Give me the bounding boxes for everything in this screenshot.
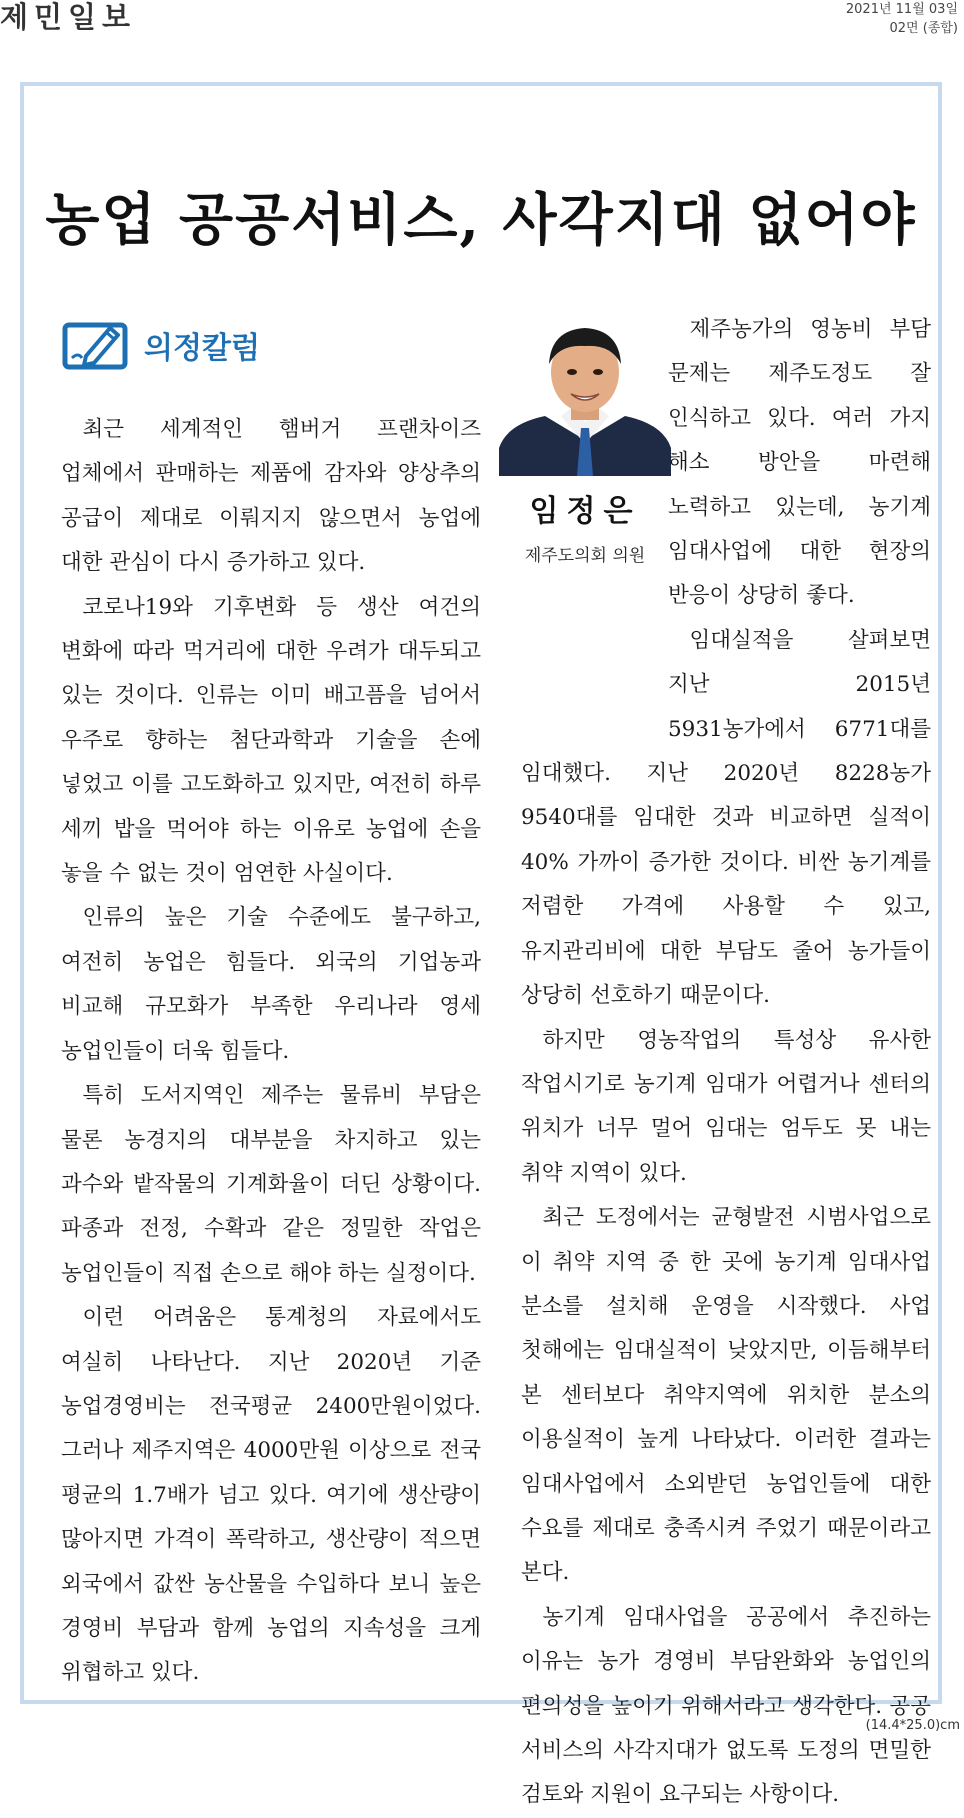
article-right-column: [521, 308, 931, 1818]
publication-meta: [846, 0, 958, 38]
paragraph: 제주농가의 영농비 부담 문제는 제주도정도 잘 인식하고 있다. 여러 가지 해소 방안을 마련해 노력하고 있는데, 농기계 임대사업에 대한 현장의 반응이 상당히 좋다.: [668, 317, 931, 609]
paragraph: 코로나19와 기후변화 등 생산 여건의 변화에 따라 먹거리에 대한 우려가 대두되고 있는 것이다. 인류는 이미 배고픔을 넘어서 우주로 향하는 첨단과학과 기술을 손에 넣었고 이를 고도화하고 있지만, 여전히 하루 세끼 밥을 먹어야 하는 이유로 농업에 손을 놓을 수 없는 것이 엄연한 사실이다.: [61, 594, 481, 887]
paragraph: 최근 세계적인 햄버거 프랜차이즈 업체에서 판매하는 제품에 감자와 양상추의 공급이 제대로 이뤄지지 않으면서 농업에 대한 관심이 다시 증가하고 있다.: [61, 417, 481, 576]
newspaper-masthead: 제민일보: [0, 0, 137, 34]
paragraph: 임대실적을 살펴보면 지난 2015년 5931농가에서 6771대를 임대했다. 지난 2020년 8228농가 9540대를 임대한 것과 비교하면 실적이 40% 가까이 증가한 것이다. 비싼 농기계를 저렴한 가격에 사용할 수 있고, 유지관리비에 대한 부담도 줄어 농가들이 상당히 선호하기 때문이다.: [521, 627, 931, 1009]
paragraph: 농기계 임대사업을 공공에서 추진하는 이유는 농가 경영비 부담완화와 농업인의 편의성을 높이기 위해서라고 생각한다. 공공 서비스의 사각지대가 없도록 도정의 면밀한 검토와 지원이 요구되는 사항이다.: [521, 1604, 931, 1808]
paragraph: 특히 도서지역인 제주는 물류비 부담은 물론 농경지의 대부분을 차지하고 있는 과수와 밭작물의 기계화율이 더딘 상황이다. 파종과 전정, 수확과 같은 정밀한 작업은 농업인들이 직접 손으로 해야 하는 실정이다.: [61, 1083, 481, 1286]
column-label: [62, 318, 260, 372]
pen-note-icon: [62, 318, 130, 372]
column-label-text: 의정칼럼: [144, 331, 260, 366]
page-section: 02면 (종합): [889, 21, 958, 36]
author-name: 임정은: [529, 494, 641, 529]
article-headline: 농업 공공서비스, 사각지대 없어야: [45, 187, 917, 253]
paragraph: 인류의 높은 기술 수준에도 불구하고, 여전히 농업은 힘들다. 외국의 기업농과 비교해 규모화가 부족한 우리나라 영세 농업인들이 더욱 힘들다.: [61, 905, 481, 1064]
paragraph: 최근 도정에서는 균형발전 시범사업으로 이 취약 지역 중 한 곳에 농기계 임대사업 분소를 설치해 운영을 시작했다. 사업 첫해에는 임대실적이 낮았지만, 이듬해부터 본 센터보다 취약지역에 위치한 분소의 이용실적이 높게 나타났다. 이러한 결과는 임대사업에서 소외받던 농업인들에 대한 수요를 제대로 충족시켜 주었기 때문이라고 본다.: [521, 1205, 931, 1586]
paragraph: 이런 어려움은 통계청의 자료에서도 여실히 나타난다. 지난 2020년 기준 농업경영비는 전국평균 2400만원이었다. 그러나 제주지역은 4000만원 이상으로 전국 평균의 1.7배가 넘고 있다. 여기에 생산량이 많아지면 가격이 폭락하고, 생산량이 적으면 외국에서 값싼 농산물을 수입하다 보니 높은 경영비 부담과 함께 농업의 지속성을 크게 위협하고 있다.: [61, 1305, 481, 1686]
paragraph: 하지만 영농작업의 특성상 유사한 작업시기로 농기계 임대가 어렵거나 센터의 위치가 너무 멀어 임대는 엄두도 못 내는 취약 지역이 있다.: [521, 1027, 931, 1186]
article-left-column: [61, 408, 481, 1696]
publication-date: 2021년 11월 03일: [845, 2, 958, 17]
article-size-note: (14.4*25.0)cm: [865, 1718, 960, 1733]
author-title: 제주도의회 의원: [524, 546, 646, 566]
